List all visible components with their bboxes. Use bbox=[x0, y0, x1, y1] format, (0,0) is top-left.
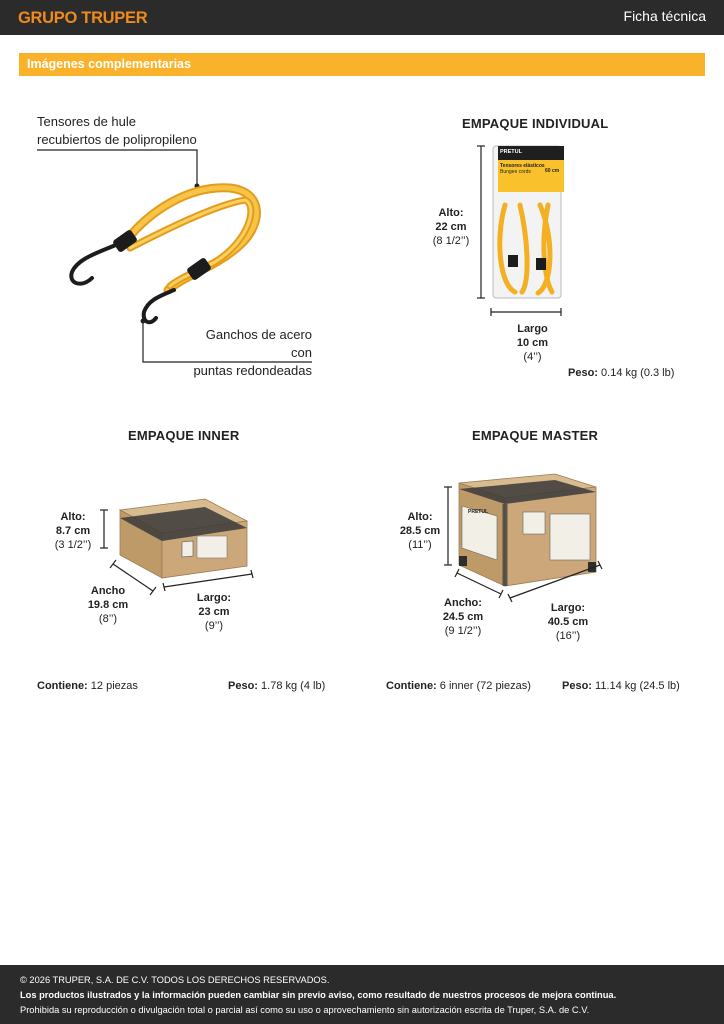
package-title: Tensores elásticos bbox=[500, 163, 545, 169]
master-contents: Contiene: 6 inner (72 piezas) bbox=[386, 680, 531, 692]
footer bbox=[0, 965, 724, 1024]
package-size: 60 cm bbox=[545, 168, 560, 174]
callout-cord: Tensores de hule recubiertos de polipropileno bbox=[37, 114, 197, 147]
footer-notice: Los productos ilustrados y la información pueden cambiar sin previo aviso, como resultado de nuestros procesos de mejora continua. bbox=[20, 990, 617, 1000]
master-title: EMPAQUE MASTER bbox=[472, 428, 599, 443]
master-box-brand: PRETUL bbox=[468, 509, 488, 515]
individual-length-label: Largo 10 cm (4’’) bbox=[516, 323, 549, 363]
callout-hooks: Ganchos de acero con puntas redondeadas bbox=[193, 327, 312, 378]
individual-weight: Peso: 0.14 kg (0.3 lb) bbox=[568, 367, 675, 379]
inner-title: EMPAQUE INNER bbox=[128, 428, 240, 443]
master-height-label: Alto: 28.5 cm (11’’) bbox=[399, 511, 441, 551]
footer-copyright: © 2026 TRUPER, S.A. DE C.V. TODOS LOS DERECHOS RESERVADOS. bbox=[20, 975, 330, 985]
brand-logo: GRUPO TRUPER bbox=[18, 9, 148, 27]
inner-height-label: Alto: 8.7 cm (3 1/2’’) bbox=[54, 511, 92, 551]
inner-weight: Peso: 1.78 kg (4 lb) bbox=[228, 680, 326, 692]
inner-length-label: Largo: 23 cm (9’’) bbox=[196, 592, 232, 632]
package-brand: PRETUL bbox=[500, 149, 522, 155]
master-length-label: Largo: 40.5 cm (16’’) bbox=[547, 602, 589, 642]
inner-contents: Contiene: 12 piezas bbox=[37, 680, 138, 692]
master-width-label: Ancho: 24.5 cm (9 1/2’’) bbox=[442, 597, 484, 637]
package-subtitle: Bungee cords bbox=[500, 169, 531, 175]
master-weight: Peso: 11.14 kg (24.5 lb) bbox=[562, 680, 680, 692]
document-type: Ficha técnica bbox=[623, 8, 706, 24]
section-title: Imágenes complementarias bbox=[27, 57, 191, 71]
individual-height-label: Alto: 22 cm (8 1/2’’) bbox=[432, 207, 470, 247]
inner-width-label: Ancho 19.8 cm (8’’) bbox=[87, 585, 129, 625]
individual-title: EMPAQUE INDIVIDUAL bbox=[462, 116, 609, 131]
footer-legal: Prohibida su reproducción o divulgación total o parcial así como su uso o aprovechamiento sin autorización escrita de Truper, S.A. de C.V. bbox=[20, 1005, 590, 1015]
